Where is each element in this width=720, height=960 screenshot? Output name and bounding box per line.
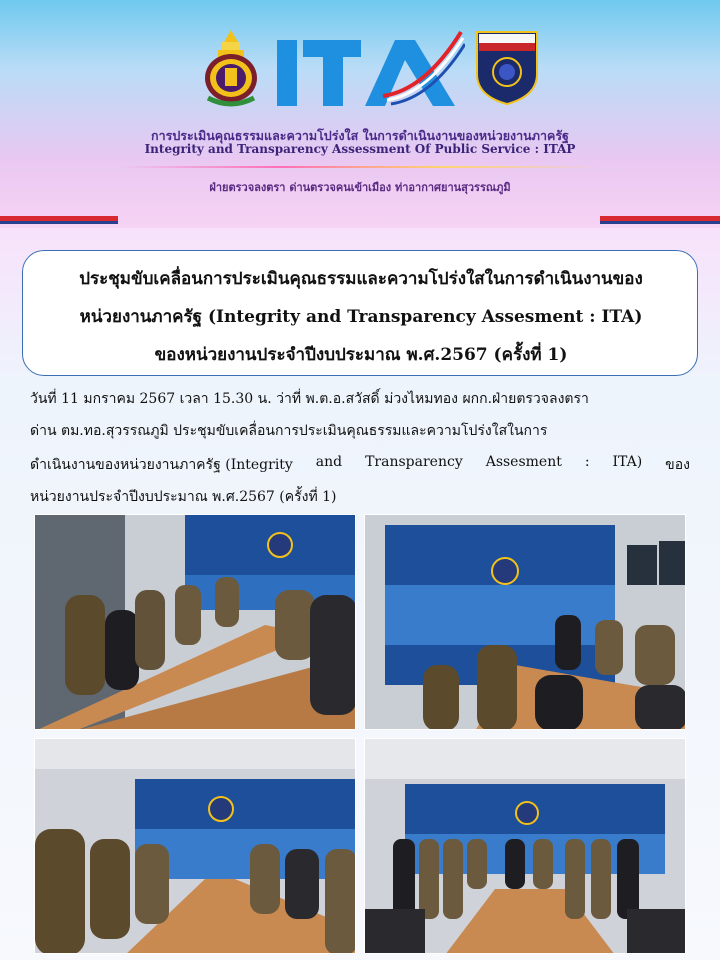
body-word: ดำเนินงานของหน่วยงานภาครัฐ (Integrity [30, 457, 293, 473]
body-line-4: หน่วยงานประจำปีงบประมาณ พ.ศ.2567 (ครั้งที่ 1) [30, 489, 337, 505]
body-word: Transparency [365, 454, 463, 470]
meeting-photo-4 [364, 738, 686, 954]
body-line-1: วันที่ 11 มกราคม 2567 เวลา 15.30 น. ว่าที่ พ.ต.อ.สวัสดิ์ ม่วงไหมทอง ผกก.ฝ่ายตรวจลงตรา [30, 391, 589, 407]
body-word: Assesment [485, 454, 562, 470]
body-line-3 [30, 454, 690, 476]
body-word: : [584, 454, 590, 470]
header-divider [120, 166, 600, 168]
ita-logo [275, 30, 465, 110]
body-word: ITA) [612, 454, 643, 470]
meeting-photo-2 [364, 514, 686, 730]
body-line-2: ด่าน ตม.ทอ.สุวรรณภูมิ ประชุมขับเคลื่อนการประเมินคุณธรรมและความโปร่งใสในการ [30, 423, 548, 439]
flag-stripe-right-blue [600, 221, 720, 224]
title-line-3: ของหน่วยงานประจำปีงบประมาณ พ.ศ.2567 (ครั้งที่ 1) [154, 345, 568, 365]
flag-stripe-left-blue [0, 221, 118, 224]
page-header [0, 0, 720, 228]
header-title-thai: การประเมินคุณธรรมและความโปร่งใส ในการดำเนินงานของหน่วยงานภาครัฐ [151, 128, 569, 143]
body-word: ของ [665, 457, 690, 473]
body-word: and [315, 454, 343, 470]
meeting-photo-3 [34, 738, 356, 954]
immigration-badge-icon [475, 30, 539, 106]
government-seal-icon [200, 28, 262, 108]
title-box [22, 250, 698, 376]
title-line-2: หน่วยงานภาครัฐ (Integrity and Transparency Assesment : ITA) [79, 307, 643, 327]
title-line-1: ประชุมขับเคลื่อนการประเมินคุณธรรมและความโปร่งใสในการดำเนินงานของ [79, 269, 643, 289]
header-department: ฝ่ายตรวจลงตรา ด่านตรวจคนเข้าเมือง ท่าอากาศยานสุวรรณภูมิ [209, 181, 511, 194]
header-title-english: Integrity and Transparency Assessment Of Public Service : ITAP [144, 142, 576, 156]
meeting-photo-1 [34, 514, 356, 730]
